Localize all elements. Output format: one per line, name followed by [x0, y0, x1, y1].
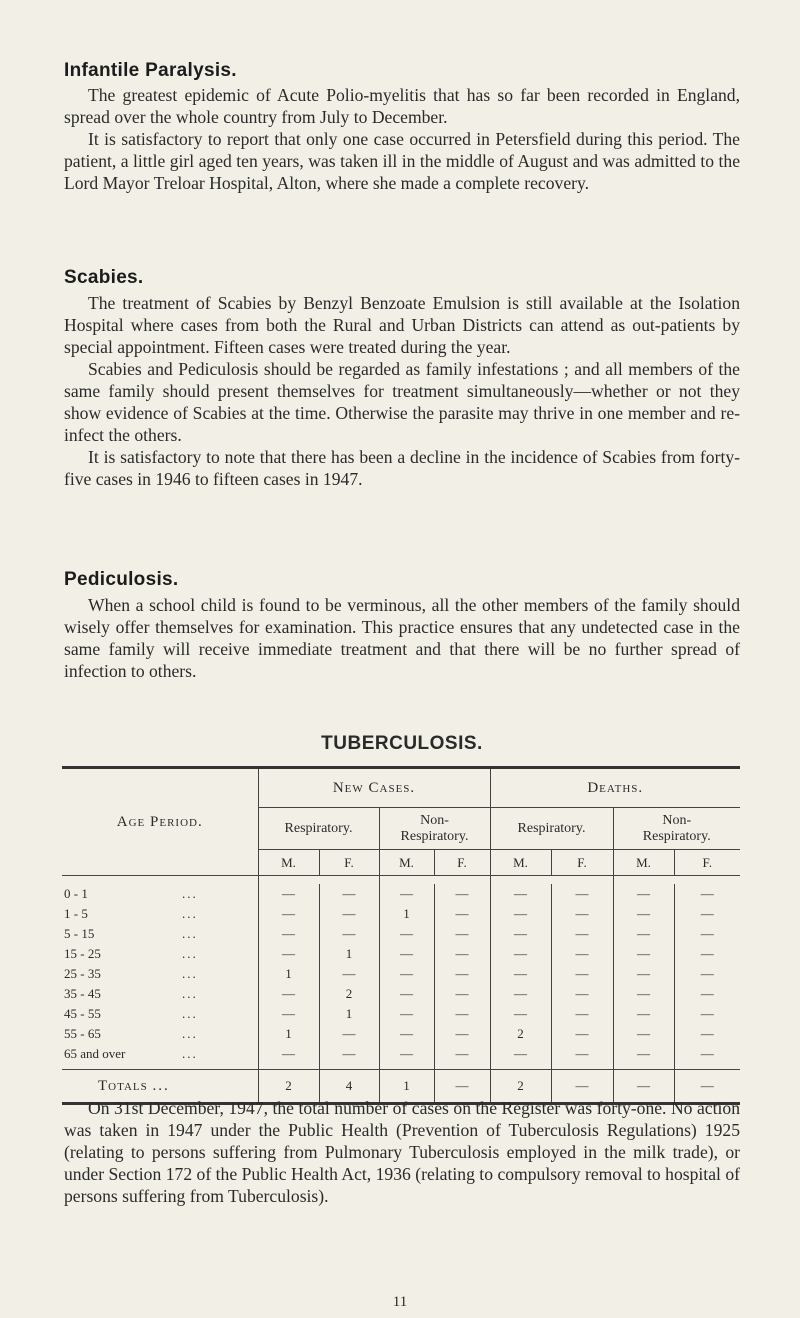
pediculosis-section: [64, 569, 740, 682]
table-row: [62, 984, 740, 1004]
table-row: [62, 944, 740, 964]
deaths-respiratory-header: Respiratory.: [490, 808, 613, 850]
table-cell: —: [674, 1044, 740, 1064]
table-cell: —: [490, 944, 551, 964]
age-label: 25 - 35: [64, 965, 101, 981]
scabies-paragraph-1: The treatment of Scabies by Benzyl Benzoate Emulsion is still available at the Isolation Hospital where cases from both the Rural and Urban Districts can attend as out-patients by special appointment. Fifteen cases were treated during the year.: [64, 293, 740, 357]
col-f: F.: [674, 850, 740, 876]
table-cell: —: [258, 924, 319, 944]
table-cell: —: [613, 904, 674, 924]
table-cell: —: [490, 884, 551, 904]
col-m: M.: [490, 850, 551, 876]
table-cell: 1: [319, 1004, 379, 1024]
age-label: 35 - 45: [64, 985, 101, 1001]
pediculosis-paragraph: When a school child is found to be verminous, all the other members of the family should wisely offer themselves for examination. This practice ensures that any undetected case in the same family will receive immediate treatment and that there will be no further spread of infection to others.: [64, 595, 740, 681]
age-dots: ...: [182, 1025, 198, 1041]
respiratory-label: Respiratory.: [642, 828, 711, 844]
totals-cell: —: [434, 1070, 490, 1104]
age-dots: ...: [182, 965, 198, 981]
totals-cell: 2: [490, 1070, 551, 1104]
age-label: 0 - 1: [64, 885, 88, 901]
table-cell: —: [674, 984, 740, 1004]
deaths-header: Deaths.: [490, 768, 740, 808]
table-cell: 2: [319, 984, 379, 1004]
table-cell: —: [434, 1024, 490, 1044]
table-cell: —: [434, 984, 490, 1004]
table-cell: —: [551, 1024, 613, 1044]
table-cell: 1: [258, 964, 319, 984]
table-cell: 1: [319, 944, 379, 964]
table-cell: —: [551, 904, 613, 924]
col-f: F.: [319, 850, 379, 876]
age-dots: ...: [182, 925, 198, 941]
table-cell: —: [613, 1044, 674, 1064]
age-cell: [62, 924, 258, 944]
col-m: M.: [613, 850, 674, 876]
age-cell: [62, 944, 258, 964]
tuberculosis-title-wrap: [64, 733, 740, 755]
infantile-paralysis-section: [64, 60, 740, 194]
age-cell: [62, 1024, 258, 1044]
table-cell: —: [434, 904, 490, 924]
respiratory-label: Respiratory.: [400, 828, 469, 844]
table-cell: —: [379, 944, 434, 964]
table-cell: —: [434, 924, 490, 944]
infantile-paralysis-heading: Infantile Paralysis.: [64, 60, 237, 81]
age-label: 55 - 65: [64, 1025, 101, 1041]
table-cell: —: [674, 964, 740, 984]
table-cell: —: [551, 1044, 613, 1064]
scabies-heading: Scabies.: [64, 267, 144, 288]
age-cell: [62, 984, 258, 1004]
infantile-paralysis-paragraph-1: The greatest epidemic of Acute Polio-myelitis that has so far been recorded in England, spread over the whole country from July to December.: [64, 85, 740, 127]
table-cell: —: [258, 1044, 319, 1064]
table-cell: —: [490, 904, 551, 924]
tuberculosis-paragraph: On 31st December, 1947, the total number of cases on the Register was forty-one. No action was taken in 1947 under the Public Health (Prevention of Tuberculosis Regulations) 1925 (relating to persons suffering from Pulmonary Tuberculosis employed in the milk trade), or under Section 172 of the Public Health Act, 1936 (relating to compulsory removal to hospital of persons suffering from Tuberculosis).: [64, 1098, 740, 1206]
new-cases-header: New Cases.: [258, 768, 490, 808]
pediculosis-heading: Pediculosis.: [64, 569, 179, 590]
age-dots: ...: [182, 885, 198, 901]
table-cell: —: [258, 984, 319, 1004]
tuberculosis-table: [62, 766, 740, 1105]
table-cell: —: [551, 884, 613, 904]
table-cell: —: [319, 924, 379, 944]
table-cell: —: [674, 1024, 740, 1044]
non-label: Non-: [662, 812, 692, 828]
table-row: [62, 1024, 740, 1044]
age-dots: ...: [182, 945, 198, 961]
table-cell: —: [674, 884, 740, 904]
age-dots: ...: [182, 1045, 198, 1061]
col-f: F.: [434, 850, 490, 876]
infantile-paralysis-paragraph-2: It is satisfactory to report that only one case occurred in Petersfield during this period. The patient, a little girl aged ten years, was taken ill in the middle of August and was admitted to the Lord Mayor Treloar Hospital, Alton, where she made a complete recovery.: [64, 129, 740, 193]
scabies-paragraph-2: Scabies and Pediculosis should be regarded as family infestations ; and all members of the same family should present themselves for treatment simultaneously—whether or not they show evidence of Scabies at the time. Otherwise the parasite may thrive in one member and re-infect the others.: [64, 359, 740, 445]
table-cell: —: [613, 924, 674, 944]
age-label: 1 - 5: [64, 905, 88, 921]
table-cell: —: [613, 964, 674, 984]
table-cell: —: [551, 1004, 613, 1024]
age-dots: ...: [182, 985, 198, 1001]
table-cell: —: [258, 944, 319, 964]
page-number: 11: [392, 1294, 408, 1310]
table-cell: —: [490, 924, 551, 944]
table-cell: —: [379, 984, 434, 1004]
table-row: [62, 964, 740, 984]
table-row: [62, 904, 740, 924]
age-dots: ...: [182, 905, 198, 921]
age-cell: [62, 884, 258, 904]
table-cell: —: [613, 1004, 674, 1024]
table-cell: —: [379, 1024, 434, 1044]
table-cell: —: [434, 1004, 490, 1024]
table-cell: —: [490, 1004, 551, 1024]
age-cell: [62, 964, 258, 984]
table-cell: —: [319, 964, 379, 984]
table-row: [62, 1044, 740, 1064]
table-cell: —: [379, 964, 434, 984]
table-cell: —: [613, 944, 674, 964]
table-cell: —: [319, 904, 379, 924]
table-cell: —: [613, 1024, 674, 1044]
table-cell: 2: [490, 1024, 551, 1044]
new-non-respiratory-header: [379, 808, 490, 850]
age-cell: [62, 1004, 258, 1024]
tuberculosis-table-body: [62, 876, 740, 1070]
table-cell: —: [434, 964, 490, 984]
table-cell: 1: [379, 904, 434, 924]
col-f: F.: [551, 850, 613, 876]
table-cell: —: [490, 1044, 551, 1064]
age-label: 45 - 55: [64, 1005, 101, 1021]
table-cell: —: [319, 884, 379, 904]
table-cell: —: [674, 924, 740, 944]
age-label: 5 - 15: [64, 925, 95, 941]
table-cell: —: [379, 1004, 434, 1024]
scabies-section: [64, 267, 740, 490]
table-cell: —: [613, 984, 674, 1004]
tuberculosis-notes: [64, 1097, 740, 1207]
table-cell: —: [551, 944, 613, 964]
table-cell: —: [674, 944, 740, 964]
table-cell: —: [379, 884, 434, 904]
age-label: 65 and over: [64, 1045, 126, 1061]
totals-cell: 2: [258, 1070, 319, 1104]
table-cell: —: [490, 964, 551, 984]
table-cell: —: [674, 1004, 740, 1024]
tuberculosis-title: TUBERCULOSIS.: [321, 733, 483, 754]
table-cell: —: [379, 1044, 434, 1064]
age-period-header: Age Period.: [116, 813, 203, 830]
totals-cell: 4: [319, 1070, 379, 1104]
table-row: [62, 924, 740, 944]
table-cell: —: [490, 984, 551, 1004]
totals-cell: 1: [379, 1070, 434, 1104]
age-dots: ...: [182, 1005, 198, 1021]
table-row: [62, 884, 740, 904]
table-cell: —: [674, 904, 740, 924]
table-cell: —: [434, 944, 490, 964]
age-label: 15 - 25: [64, 945, 101, 961]
table-cell: —: [551, 964, 613, 984]
table-cell: —: [434, 1044, 490, 1064]
age-cell: [62, 1044, 258, 1064]
totals-cell: —: [613, 1070, 674, 1104]
table-cell: —: [434, 884, 490, 904]
table-cell: —: [258, 904, 319, 924]
totals-cell: —: [674, 1070, 740, 1104]
age-cell: [62, 904, 258, 924]
col-m: M.: [258, 850, 319, 876]
table-cell: —: [551, 984, 613, 1004]
table-cell: —: [379, 924, 434, 944]
table-cell: 1: [258, 1024, 319, 1044]
new-respiratory-header: Respiratory.: [258, 808, 379, 850]
scabies-paragraph-3: It is satisfactory to note that there has been a decline in the incidence of Scabies from forty-five cases in 1946 to fifteen cases in 1947.: [64, 447, 740, 489]
totals-cell: —: [551, 1070, 613, 1104]
table-cell: —: [613, 884, 674, 904]
non-label: Non-: [420, 812, 449, 828]
totals-dots: ...: [152, 1077, 170, 1094]
table-cell: —: [319, 1044, 379, 1064]
totals-label-text: Totals: [98, 1077, 148, 1094]
deaths-non-respiratory-header: [613, 808, 740, 850]
col-m: M.: [379, 850, 434, 876]
table-cell: —: [551, 924, 613, 944]
table-cell: —: [258, 1004, 319, 1024]
table-row: [62, 1004, 740, 1024]
table-cell: —: [258, 884, 319, 904]
table-cell: —: [319, 1024, 379, 1044]
